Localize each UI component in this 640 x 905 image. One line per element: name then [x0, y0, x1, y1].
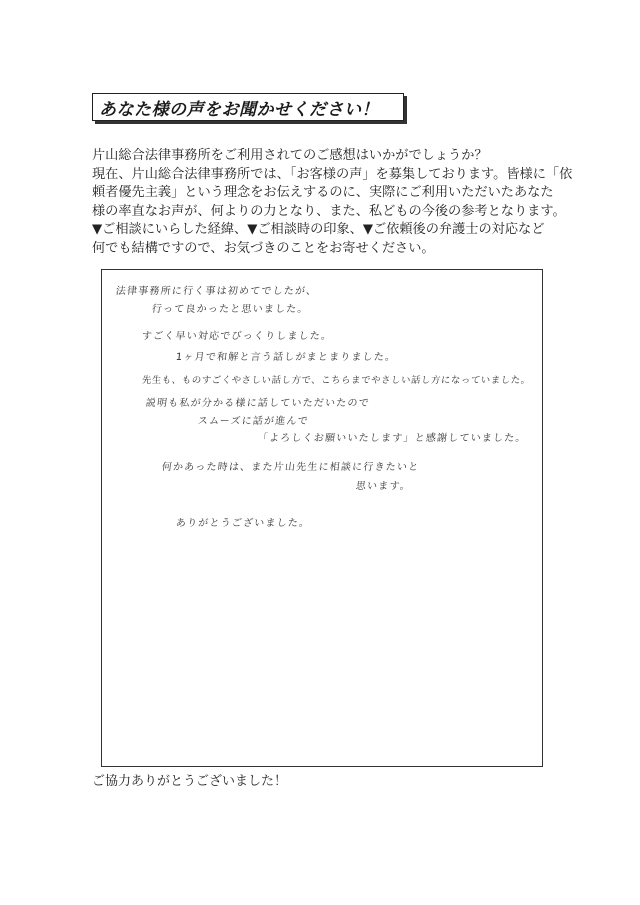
handwritten-line: 思います。 [355, 481, 412, 492]
handwritten-line: 「よろしくお願いいたします」と感謝していました。 [257, 433, 528, 444]
intro-line: 様の率直なお声が、何よりの力となり、また、私どもの今後の参考となります。 [92, 203, 566, 219]
intro-line: 現在、片山総合法律事務所では、「お客様の声」を募集しております。皆様に「依 [92, 166, 573, 182]
page-title: あなた様の声をお聞かせください！ [99, 99, 379, 120]
handwritten-line: 説明も私が分かる様に話していただいたので [145, 398, 371, 409]
handwritten-line: すごく早い対応でびっくりしました。 [141, 331, 333, 342]
intro-line: ▼ご相談にいらした経緯、▼ご相談時の印象、▼ご依頼後の弁護士の対応など [92, 222, 545, 238]
intro-text [92, 147, 573, 259]
handwritten-line: ありがとうございました。 [175, 518, 311, 529]
thanks-message: ご協力ありがとうございました！ [92, 774, 288, 789]
intro-line: 片山総合法律事務所をご利用されてのご感想はいかがでしょうか？ [92, 148, 488, 163]
handwritten-line: 先生も、ものすごくやさしい話し方で、こちらまでやさしい話し方になっていました。 [141, 375, 532, 386]
intro-line: 何でも結構ですので、お気づきのことをお寄せください。 [92, 240, 435, 256]
handwritten-line: 1ヶ月で和解と言う話しがまとまりました。 [175, 352, 397, 363]
intro-line: 頼者優先主義」という理念をお伝えするのに、実際にご利用いただいたあなた [92, 185, 554, 201]
handwritten-line: スムーズに話が進んで [197, 416, 310, 427]
handwritten-line: 何かあった時は、また片山先生に相談に行きたいと [161, 462, 420, 473]
handwritten-line: 行って良かったと思いました。 [151, 304, 310, 315]
handwritten-comment-box [101, 269, 543, 767]
handwritten-line: 法律事務所に行く事は初めてでしたが、 [115, 286, 318, 297]
title-banner [92, 93, 404, 121]
